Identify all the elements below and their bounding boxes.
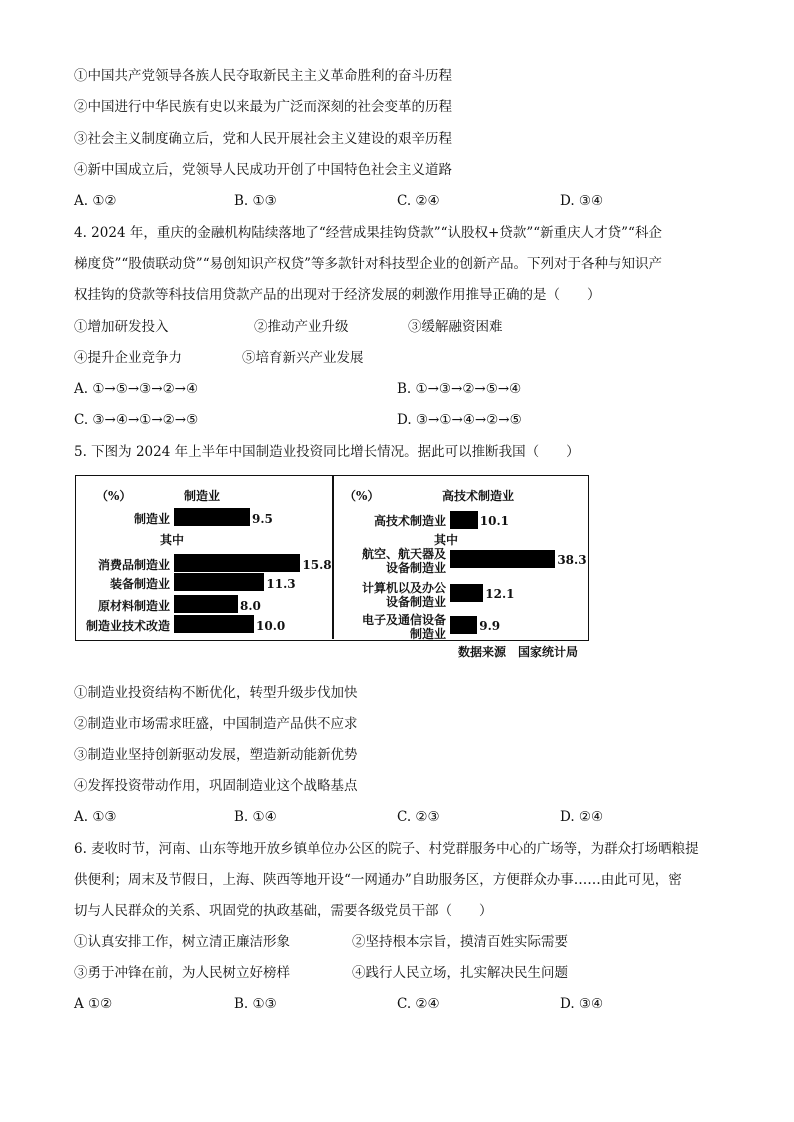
q6-item-4: ④践行人民立场，扎实解决民生问题 bbox=[352, 965, 568, 981]
q4-option-c: C. ③→④→①→②→⑤ bbox=[74, 412, 199, 428]
left-category-label: 制造业技术改造 bbox=[85, 619, 170, 633]
option-d: D. ③④ bbox=[560, 193, 604, 209]
option-c: C. ②④ bbox=[397, 193, 440, 209]
q5-option-a: A. ①③ bbox=[74, 809, 117, 825]
left-bar bbox=[174, 573, 264, 591]
left-bar bbox=[174, 595, 238, 613]
left-category-label: 原材料制造业 bbox=[97, 599, 170, 613]
left-category-label: 装备制造业 bbox=[109, 577, 170, 591]
q4-item-3: ③缓解融资困难 bbox=[408, 319, 503, 335]
q6-item-3: ③勇于冲锋在前，为人民树立好榜样 bbox=[74, 965, 290, 981]
right-category-label: 电子及通信设备 bbox=[361, 613, 446, 627]
right-bar bbox=[450, 616, 477, 634]
q4-stem-line-3: 权挂钩的贷款等科技信用贷款产品的出现对于经济发展的刺激作用推导正确的是（ ） bbox=[74, 287, 601, 303]
q6-stem-line-1: 6. 麦收时节，河南、山东等地开放乡镇单位办公区的院子、村党群服务中心的广场等，为群众打场晒粮提 bbox=[74, 841, 699, 857]
q4-item-4: ④提升企业竞争力 bbox=[74, 350, 182, 366]
q5-option-d: D. ②④ bbox=[560, 809, 604, 825]
q5-option-c: C. ②③ bbox=[397, 809, 440, 825]
left-bar bbox=[174, 615, 254, 633]
left-value-label: 11.3 bbox=[266, 577, 296, 591]
right-chart-title: 高技术制造业 bbox=[442, 489, 515, 503]
investment-growth-chart bbox=[75, 475, 589, 641]
q4-option-b: B. ①→③→②→⑤→④ bbox=[397, 381, 522, 397]
q4-stem-line-2: 梯度贷”“股债联动贷”“易创知识产权贷”等多款针对科技型企业的创新产品。下列对于各种与知识产 bbox=[74, 256, 663, 272]
right-value-label: 9.9 bbox=[479, 619, 501, 633]
q5-item-1: ①制造业投资结构不断优化，转型升级步伐加快 bbox=[74, 685, 358, 701]
left-bar bbox=[174, 508, 250, 526]
q6-item-2: ②坚持根本宗旨，摸清百姓实际需要 bbox=[352, 934, 568, 950]
right-category-label: 航空、航天器及 bbox=[361, 547, 446, 561]
q5-item-3: ③制造业坚持创新驱动发展，塑造新动能新优势 bbox=[74, 747, 358, 763]
statement-2: ②中国进行中华民族有史以来最为广泛而深刻的社会变革的历程 bbox=[74, 99, 452, 115]
q6-stem-line-3: 切与人民群众的关系、巩固党的执政基础，需要各级党员干部（ ） bbox=[74, 903, 493, 919]
option-a: A. ①② bbox=[74, 193, 117, 209]
q5-item-2: ②制造业市场需求旺盛，中国制造产品供不应求 bbox=[74, 716, 358, 732]
q4-stem-line-1: 4. 2024 年，重庆的金融机构陆续落地了“经营成果挂钩贷款”“认股权+贷款”“新重庆人才贷”“科企 bbox=[74, 225, 662, 241]
q4-item-5: ⑤培育新兴产业发展 bbox=[242, 350, 364, 366]
option-b: B. ①③ bbox=[234, 193, 277, 209]
q6-option-a: A ①② bbox=[74, 996, 113, 1012]
left-value-label: 10.0 bbox=[256, 619, 286, 633]
left-chart-title: 制造业 bbox=[184, 489, 221, 503]
statement-4: ④新中国成立后，党领导人民成功开创了中国特色社会主义道路 bbox=[74, 162, 452, 178]
q6-item-1: ①认真安排工作，树立清正廉洁形象 bbox=[74, 934, 290, 950]
q5-item-4: ④发挥投资带动作用，巩固制造业这个战略基点 bbox=[74, 778, 358, 794]
q4-option-d: D. ③→①→④→②→⑤ bbox=[397, 412, 522, 428]
right-value-label: 12.1 bbox=[485, 587, 515, 601]
right-bar bbox=[450, 511, 478, 529]
right-category-label: 计算机以及办公 bbox=[361, 581, 446, 595]
left-value-label: 9.5 bbox=[252, 512, 273, 526]
q4-item-2: ②推动产业升级 bbox=[254, 319, 349, 335]
statement-1: ①中国共产党领导各族人民夺取新民主主义革命胜利的奋斗历程 bbox=[74, 68, 452, 84]
left-subheading: 其中 bbox=[160, 533, 185, 547]
data-source: 数据来源 国家统计局 bbox=[458, 645, 579, 659]
left-bar bbox=[174, 554, 300, 572]
left-category-label: 消费品制造业 bbox=[97, 558, 170, 572]
q6-option-d: D. ③④ bbox=[560, 996, 604, 1012]
right-category-label: 高技术制造业 bbox=[373, 514, 446, 528]
right-category-label: 设备制造业 bbox=[385, 561, 446, 575]
right-value-label: 10.1 bbox=[479, 514, 509, 528]
q5-option-b: B. ①④ bbox=[234, 809, 277, 825]
chart-divider bbox=[332, 476, 334, 639]
left-category-label: 制造业 bbox=[133, 512, 170, 526]
right-bar bbox=[450, 584, 483, 602]
q6-option-c: C. ②④ bbox=[397, 996, 440, 1012]
right-category-label: 制造业 bbox=[409, 627, 446, 641]
q6-option-b: B. ①③ bbox=[234, 996, 277, 1012]
q5-stem: 5. 下图为 2024 年上半年中国制造业投资同比增长情况。据此可以推断我国（ ） bbox=[74, 444, 580, 460]
right-unit-label: （%） bbox=[344, 489, 380, 503]
left-value-label: 15.8 bbox=[302, 558, 332, 572]
left-unit-label: （%） bbox=[96, 489, 132, 503]
statement-3: ③社会主义制度确立后，党和人民开展社会主义建设的艰辛历程 bbox=[74, 131, 452, 147]
right-subheading: 其中 bbox=[434, 533, 459, 547]
right-bar bbox=[450, 550, 555, 568]
q4-option-a: A. ①→⑤→③→②→④ bbox=[74, 381, 199, 397]
right-value-label: 38.3 bbox=[557, 553, 587, 567]
q4-item-1: ①增加研发投入 bbox=[74, 319, 169, 335]
left-value-label: 8.0 bbox=[240, 599, 261, 613]
q6-stem-line-2: 供便利；周末及节假日，上海、陕西等地开设“一网通办”自助服务区，方便群众办事……由此可见，密 bbox=[74, 872, 682, 888]
right-category-label: 设备制造业 bbox=[385, 595, 446, 609]
